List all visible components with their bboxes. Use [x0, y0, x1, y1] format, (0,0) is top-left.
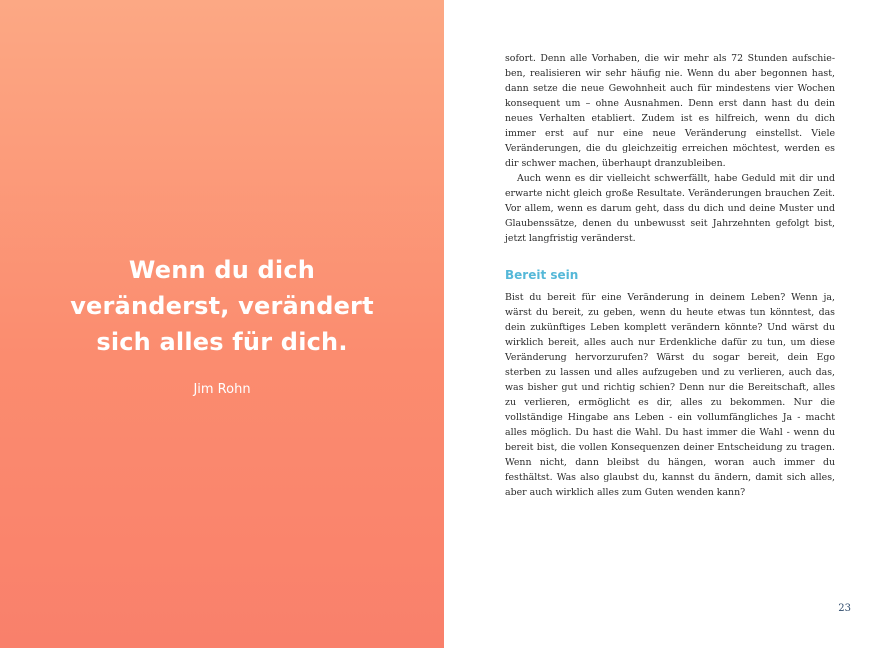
paragraph: Auch wenn es dir vielleicht schwerfällt, habe Geduld mit dir und erwarte nicht gleich große Resultate. Veränderungen brauchen Zeit. Vor allem, wenn es darum geht, dass du dich und deine Muster und Glaubenssätze, denen du unbewusst seit Jahrzehnten gefolgt bist, jetzt langfristig veränderst.	[505, 173, 835, 244]
paragraph: sofort. Denn alle Vorhaben, die wir mehr als 72 Stunden aufschieben, realisieren wir sehr häufig nie. Wenn du aber begonnen hast, dann setze die neue Gewohnheit auch für mindestens vier Wochen konsequent um – ohne Ausnahmen. Denn erst dann hast du dein neues Verhalten etabliert. Zudem ist es hilfreich, wenn du dich immer erst auf nur eine neue Veränderung einstellst. Viele Veränderungen, die du gleichzeitig erreichen möchtest, werden es dir schwer machen, überhaupt dranzubleiben.	[505, 53, 835, 169]
page-number: 23	[838, 603, 851, 614]
quote-line-1: Wenn du dich	[128, 256, 316, 284]
quote-block	[0, 252, 444, 397]
quote-line-2: veränderst, verändert	[70, 292, 374, 320]
quote-text	[0, 252, 444, 360]
text-column	[505, 51, 835, 500]
quote-author: Jim Rohn	[193, 382, 251, 397]
paragraph: Bist du bereit für eine Veränderung in deinem Leben? Wenn ja, wärst du bereit, zu geben, wenn du heute etwas tun könntest, das dein zukünftiges Leben komplett verändern könnte? Und wärst du wirklich bereit, alles auch nur Erdenkliche dafür zu tun, um diese Veränderung hervorzurufen? Wärst du sogar bereit, dein Ego sterben zu lassen und alles aufzugeben und zu verlieren, auch das, was bisher gut und richtig schien? Denn nur die Bereitschaft, alles zu verlieren, ermöglicht es dir, alles zu bekommen. Nur die vollständige Hingabe ans Leben - ein vollumfängliches Ja - macht alles möglich. Du hast die Wahl. Du hast immer die Wahl - wenn du bereit bist, die vollen Konsequenzen deiner Entscheidung zu tragen. Wenn nicht, dann bleibst du hängen, woran auch immer du festhältst. Was also glaubst du, kannst du ändern, damit sich alles, aber auch wirklich alles zum Guten wenden kann?	[505, 292, 835, 498]
text-page	[444, 0, 887, 648]
section-heading: Bereit sein	[505, 268, 579, 282]
quote-line-3: sich alles für dich.	[96, 328, 348, 356]
